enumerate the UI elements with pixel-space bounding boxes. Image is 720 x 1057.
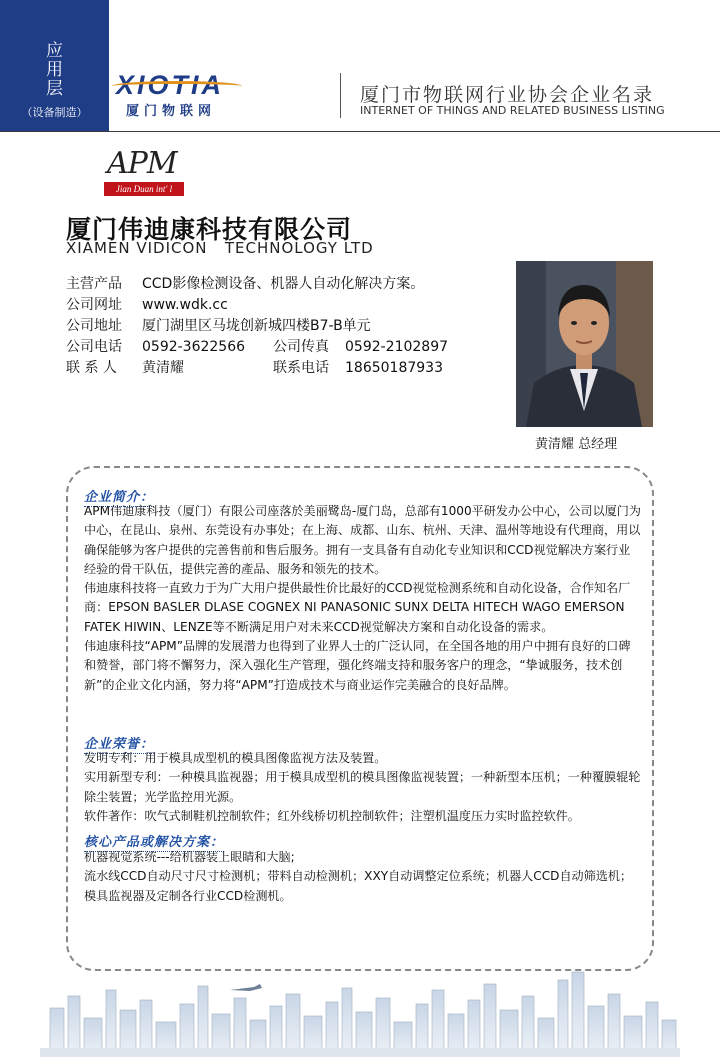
header-rule	[0, 131, 720, 132]
mobile-value: 18650187933	[345, 360, 443, 376]
apm-logo-mark: APM	[107, 146, 177, 181]
category-char-1: 应	[46, 41, 63, 61]
intro-heading-text: 企业简介：	[84, 490, 155, 505]
header-divider	[340, 73, 341, 118]
honor-heading-text: 企业荣誉：	[84, 737, 155, 752]
products-text	[84, 848, 641, 906]
mobile-label: 联系电话	[273, 360, 329, 376]
category-subtitle: （设备制造）	[21, 106, 88, 119]
page-title: 厦门市物联网行业协会企业名录	[360, 84, 655, 106]
company-name-en: XIAMEN VIDICON TECHNOLOGY LTD	[66, 239, 374, 257]
intro-paragraph-1: APM伟迪康科技（厦门）有限公司座落於美丽鹭岛-厦门岛，总部有1000平研发办公中心，公司以厦门为中心，在昆山、泉州、东莞设有办事处；在上海、成都、山东、杭州、天津、温州等地设有代理商，用以确保能够为客户提供的完善售前和售后服务。拥有一支具备有自动化专业知识和CCD视觉解决方案行业经验的骨干队伍，提供完善的產品、服务和领先的技术。	[84, 504, 641, 576]
products-paragraph-2: 流水线CCD自动尺寸尺寸检测机；带料自动检测机；XXY自动调整定位系统；机器人CCD自动筛选机；模具监视器及定制各行业CCD检测机。	[84, 869, 633, 903]
products-label: 主营产品	[66, 276, 122, 292]
category-tab	[0, 0, 109, 132]
contact-value: 黄清耀	[142, 360, 184, 376]
website-label: 公司网址	[66, 297, 122, 313]
fax-label: 公司传真	[273, 339, 329, 355]
company-name-cn: 厦门伟迪康科技有限公司	[66, 215, 353, 244]
honor-paragraph-2: 实用新型专利：一种模具监视器；用于模具成型机的模具图像监视装置；一种新型本压机；一种覆膜辊轮除尘装置；光学监控用光源。	[84, 770, 641, 804]
address-value: 厦门湖里区马垅创新城四楼B7-B单元	[142, 318, 371, 334]
address-label: 公司地址	[66, 318, 122, 334]
portrait-illustration	[516, 261, 653, 427]
association-logo	[116, 64, 256, 120]
products-heading-text: 核心产品或解决方案：	[84, 835, 225, 850]
intro-text	[84, 502, 641, 695]
portrait-photo	[516, 261, 653, 427]
intro-paragraph-2: 伟迪康科技将一直致力于为广大用户提供最性价比最好的CCD视觉检测系统和自动化设备，合作知名厂商：EPSON BASLER DLASE COGNEX NI PANASONIC SUNX DELTA HITECH WAGO EMERSON FATEK HIWIN、LENZE等不断满足用户对未来CCD视觉解决方案和自动化设备的需求。	[84, 581, 631, 634]
contact-label: 联 系 人	[66, 360, 117, 376]
honor-paragraph-1: 发明专利：用于模具成型机的模具图像监视方法及装置。	[84, 751, 387, 765]
website-link[interactable]: www.wdk.cc	[142, 297, 228, 313]
category-char-2: 用	[46, 60, 63, 80]
honor-paragraph-3: 软件著作：吹气式制鞋机控制软件；红外线桥切机控制软件；注塑机温度压力实时监控软件。	[84, 808, 580, 823]
city-skyline	[40, 960, 680, 1057]
phone-label: 公司电话	[66, 339, 122, 355]
honor-text	[84, 749, 641, 826]
logo-mark	[116, 70, 224, 101]
logo-cn-text: 厦门物联网	[126, 104, 217, 119]
apm-logo-tagline: Jian Duan int' l	[104, 182, 184, 196]
airplane-icon	[230, 984, 262, 991]
products-value: CCD影像检测设备、机器人自动化解决方案。	[142, 276, 425, 292]
products-paragraph-1: 机器视觉系统---给机器装上眼睛和大脑;	[84, 850, 295, 864]
logo-swoosh	[112, 81, 242, 91]
photo-caption: 黄清耀 总经理	[535, 437, 618, 452]
phone-value: 0592-3622566	[142, 339, 246, 355]
apm-logo	[104, 146, 188, 198]
page-subtitle: INTERNET OF THINGS AND RELATED BUSINESS LISTING	[360, 104, 665, 117]
fax-value: 0592-2102897	[345, 339, 449, 355]
category-char-3: 层	[46, 79, 63, 99]
logo-mark-text: XIOTIA	[116, 70, 225, 100]
intro-paragraph-3: 伟迪康科技“APM”品牌的发展潜力也得到了业界人士的广泛认同，在全国各地的用户中拥有良好的口碑和赞誉，部门将不懈努力，深入强化生产管理，强化终端支持和服务客户的理念，“挚诚服务，技术创新”的企业文化内涵，努力将“APM”打造成技术与商业运作完美融合的良好品牌。	[84, 639, 631, 692]
skyline-illustration	[40, 960, 680, 1057]
